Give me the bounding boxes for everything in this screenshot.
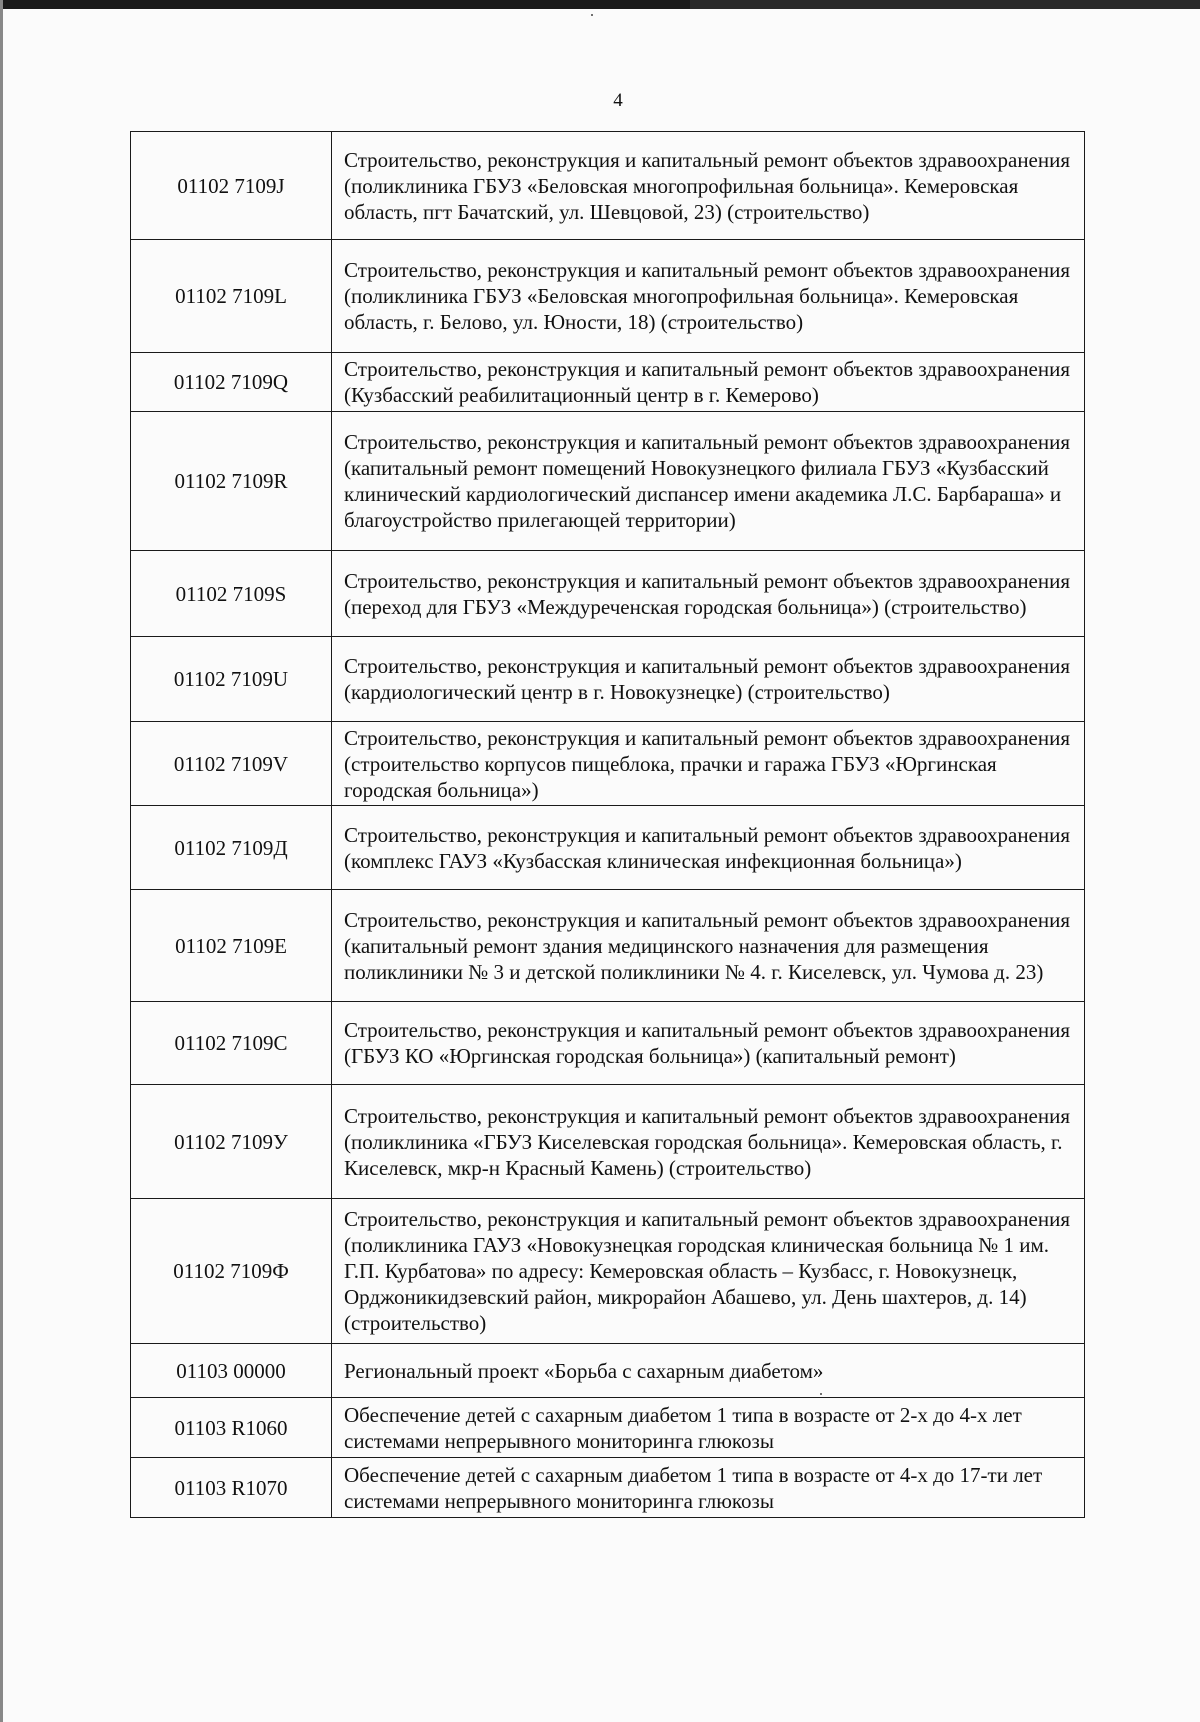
row-description: Обеспечение детей с сахарным диабетом 1 типа в возрасте от 2-х до 4-х лет системами непрерывного мониторинга глюкозы bbox=[332, 1398, 1085, 1458]
row-description: Строительство, реконструкция и капитальный ремонт объектов здравоохранения (поликлиника ГБУЗ «Беловская многопрофильная больница». Кемеровская область, г. Белово, ул. Юности, 18) (строительство) bbox=[332, 240, 1085, 353]
row-code: 01103 00000 bbox=[131, 1344, 332, 1398]
table-row bbox=[131, 1398, 1085, 1458]
scan-speck bbox=[591, 14, 593, 16]
row-code: 01102 7109S bbox=[131, 551, 332, 637]
row-code: 01102 7109Е bbox=[131, 890, 332, 1002]
row-code: 01102 7109Q bbox=[131, 353, 332, 412]
table-row bbox=[131, 1199, 1085, 1344]
table-row bbox=[131, 1458, 1085, 1518]
row-code: 01103 R1060 bbox=[131, 1398, 332, 1458]
table-row bbox=[131, 1085, 1085, 1199]
row-description: Строительство, реконструкция и капитальный ремонт объектов здравоохранения (переход для ГБУЗ «Междуреченская городская больница») (строительство) bbox=[332, 551, 1085, 637]
row-code: 01102 7109Д bbox=[131, 806, 332, 890]
row-description: Строительство, реконструкция и капитальный ремонт объектов здравоохранения (капитальный ремонт здания медицинского назначения для размещения поликлиники № 3 и детской поликлиники № 4. г. Киселевск, ул. Чумова д. 23) bbox=[332, 890, 1085, 1002]
table-row bbox=[131, 1002, 1085, 1085]
table-row bbox=[131, 240, 1085, 353]
budget-codes-table bbox=[130, 131, 1085, 1518]
scan-left-edge bbox=[0, 0, 3, 1722]
row-code: 01102 7109Ф bbox=[131, 1199, 332, 1344]
row-code: 01103 R1070 bbox=[131, 1458, 332, 1518]
row-code: 01102 7109J bbox=[131, 132, 332, 240]
table-row bbox=[131, 412, 1085, 551]
row-code: 01102 7109L bbox=[131, 240, 332, 353]
table-row bbox=[131, 722, 1085, 806]
row-code: 01102 7109R bbox=[131, 412, 332, 551]
scan-top-edge bbox=[0, 0, 1200, 9]
row-code: 01102 7109V bbox=[131, 722, 332, 806]
row-description: Региональный проект «Борьба с сахарным диабетом» bbox=[332, 1344, 1085, 1398]
row-description: Строительство, реконструкция и капитальный ремонт объектов здравоохранения (кардиологический центр в г. Новокузнецке) (строительство) bbox=[332, 637, 1085, 722]
row-code: 01102 7109У bbox=[131, 1085, 332, 1199]
table-row bbox=[131, 551, 1085, 637]
table-row bbox=[131, 1344, 1085, 1398]
row-description: Строительство, реконструкция и капитальный ремонт объектов здравоохранения (Кузбасский реабилитационный центр в г. Кемерово) bbox=[332, 353, 1085, 412]
table-row bbox=[131, 637, 1085, 722]
table-row bbox=[131, 890, 1085, 1002]
page-number: 4 bbox=[613, 90, 623, 111]
row-description: Строительство, реконструкция и капитальный ремонт объектов здравоохранения (капитальный ремонт помещений Новокузнецкого филиала ГБУЗ «Кузбасский клинический кардиологический диспансер имени академика Л.С. Барбараша» и благоустройство прилегающей территории) bbox=[332, 412, 1085, 551]
row-description: Строительство, реконструкция и капитальный ремонт объектов здравоохранения (поликлиника ГБУЗ «Беловская многопрофильная больница». Кемеровская область, пгт Бачатский, ул. Шевцовой, 23) (строительство) bbox=[332, 132, 1085, 240]
table-row bbox=[131, 132, 1085, 240]
row-description: Строительство, реконструкция и капитальный ремонт объектов здравоохранения (ГБУЗ КО «Юргинская городская больница») (капитальный ремонт) bbox=[332, 1002, 1085, 1085]
row-description: Строительство, реконструкция и капитальный ремонт объектов здравоохранения (комплекс ГАУЗ «Кузбасская клиническая инфекционная больница») bbox=[332, 806, 1085, 890]
row-code: 01102 7109U bbox=[131, 637, 332, 722]
table-row bbox=[131, 353, 1085, 412]
row-code: 01102 7109С bbox=[131, 1002, 332, 1085]
row-description: Строительство, реконструкция и капитальный ремонт объектов здравоохранения (поликлиника ГАУЗ «Новокузнецкая городская клиническая больница № 1 им. Г.П. Курбатова» по адресу: Кемеровская область – Кузбасс, г. Новокузнецк, Орджоникидзевский район, микрорайон Абашево, ул. День шахтеров, д. 14) (строительство) bbox=[332, 1199, 1085, 1344]
row-description: Строительство, реконструкция и капитальный ремонт объектов здравоохранения (поликлиника «ГБУЗ Киселевская городская больница». Кемеровская область, г. Киселевск, мкр-н Красный Камень) (строительство) bbox=[332, 1085, 1085, 1199]
row-description: Обеспечение детей с сахарным диабетом 1 типа в возрасте от 4-х до 17-ти лет системами непрерывного мониторинга глюкозы bbox=[332, 1458, 1085, 1518]
row-description: Строительство, реконструкция и капитальный ремонт объектов здравоохранения (строительство корпусов пищеблока, прачки и гаража ГБУЗ «Юргинская городская больница») bbox=[332, 722, 1085, 806]
table-row bbox=[131, 806, 1085, 890]
